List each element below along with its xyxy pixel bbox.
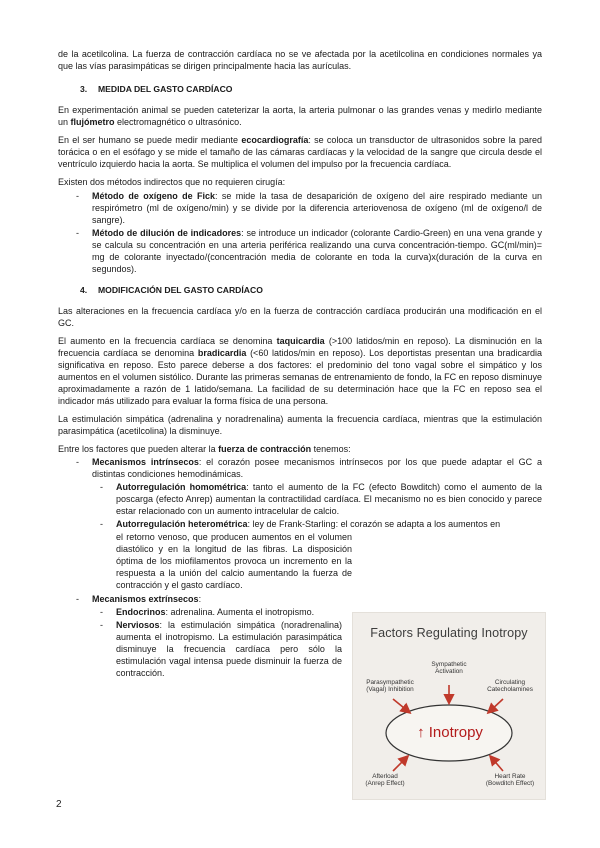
inotropy-label: ↑ Inotropy xyxy=(417,724,483,741)
list-item-heterometrica: - Autorregulación heterométrica: ley de Frank-Starling: el corazón se adapta a los aumentos en el retorno venoso, que producen aumentos en el volumen diastólico y en la longitud de las fibras. La disposición óptima de los miofilamentos provoca un incremento en la respuesta a la unión del calcio aumentando la fuerza de contracción y el gasto cardíaco. xyxy=(92,518,542,590)
term-intrinsecos: Mecanismos intrínsecos xyxy=(92,457,199,468)
section-4-paragraph-3: La estimulación simpática (adrenalina y noradrenalina) aumenta la frecuencia cardíaca, mientras que la estimulación parasimpática (acetilcolina) la disminuye. xyxy=(58,414,542,437)
section-3-paragraph-1: En experimentación animal se pueden cateterizar la aorta, la arteria pulmonar o las grandes venas y medirlo mediante un flujómetro electromagnético o ultrasónico. xyxy=(58,104,542,127)
arrow-catecholamines xyxy=(489,699,503,712)
term-taquicardia: taquicardia xyxy=(276,335,325,346)
term-fuerza-contraccion: fuerza de contracción xyxy=(218,444,312,455)
term-homometrica: Autorregulación homométrica xyxy=(116,482,247,493)
term-flujometro: flujómetro xyxy=(70,116,115,127)
page-content xyxy=(58,48,542,685)
label-parasympathetic: Parasympathetic (Vagal) Inhibition xyxy=(366,679,414,694)
list-item-endocrinos: - Endocrinos: adrenalina. Aumenta el inotropismo. xyxy=(100,606,315,617)
section-3-paragraph-2: En el ser humano se puede medir mediante ecocardiografía: se coloca un transductor de ultrasonidos sobre la pared torácica o en el esófago y se mide el tamaño de las cámaras cardíacas y la velocidad de la sangre que circula desde el ventrículo izquierdo hacia la aorta. Se multiplica el volumen del impulso por la frecuencia cardíaca. xyxy=(58,134,542,169)
section-3-number: 3. xyxy=(80,84,88,95)
arrow-parasympathetic xyxy=(393,699,409,712)
section-4-paragraph-1: Las alteraciones en la frecuencia cardíaca y/o en la fuerza de contracción cardíaca producirán una modificación en el GC. xyxy=(58,305,542,328)
section-3-title: MEDIDA DEL GASTO CARDÍACO xyxy=(98,84,233,95)
label-heart-rate: Heart Rate (Bowditch Effect) xyxy=(485,773,535,788)
figure-diagram xyxy=(353,613,545,799)
list-item-homometrica: - Autorregulación homométrica: tanto el aumento de la FC (efecto Bowditch) como el aumento de la poscarga (efecto Anrep) aumentan la contractilidad cardíaca. El mecanismo no es bien conocido y parece estar relacionado con un aumento intracelular de calcio. xyxy=(100,482,542,517)
section-4-title: MODIFICACIÓN DEL GASTO CARDÍACO xyxy=(98,285,263,296)
section-4-paragraph-2: El aumento en la frecuencia cardíaca se denomina taquicardia (>100 latidos/min en reposo). La disminución en la frecuencia cardíaca se denomina bradicardia (<60 latidos/min en reposo). Los deportistas presentan una bradicardia significativa en reposo. Esto parece deberse a dos factores: el predominio del tono vagal sobre el simpático y los aumentos en el volumen sistólico. Durante las primeras semanas de entrenamiento de fondo, la FC en reposo disminuye aproximadamente a razón de 1 latido/semana. La facilidad de su determinación hace que la FC en reposo sea el indicador más utilizado para evaluar la forma física de una persona. xyxy=(58,335,542,407)
list-item-dilucion: - Método de dilución de indicadores: se introduce un indicador (colorante Cardio-Green) en una vena grande y se calcula su concentración en una arteria periférica realizando una curva concentración-tiempo. GC(ml/min)= mg de colorante inyectado/(concentración media de colorante en toda la curva)x(duración de la curva en segundos). xyxy=(76,228,542,275)
term-ecocardiografia: ecocardiografía xyxy=(241,134,309,145)
page-number: 2 xyxy=(56,799,62,810)
section-4-paragraph-4: Entre los factores que pueden alterar la fuerza de contracción tenemos: xyxy=(58,444,351,455)
term-fick: Método de oxígeno de Fick xyxy=(92,190,215,201)
extrinsic-sublist xyxy=(92,606,342,679)
section-3-paragraph-3: Existen dos métodos indirectos que no requieren cirugía: xyxy=(58,176,286,187)
term-nerviosos: Nerviosos xyxy=(116,619,160,630)
term-extrinsecos: Mecanismos extrínsecos xyxy=(92,593,199,604)
section-4-heading xyxy=(58,285,542,297)
section-3-heading xyxy=(58,84,542,96)
list-item-nerviosos: - Nerviosos: la estimulación simpática (noradrenalina) aumenta el inotropismo. La estimulación parasimpática disminuye la frecuencia cardíaca pero sólo la estimulación vagal intensa puede disminuir la fuerza de contracción. xyxy=(100,619,342,679)
list-item-fick: - Método de oxígeno de Fick: se mide la tasa de desaparición de oxígeno del aire respirado mediante un respirómetro (ml de oxígeno/min) y se divide por la diferencia arteriovenosa de oxígeno (ml de oxígeno/l de sangre). xyxy=(76,190,542,225)
label-sympathetic: Sympathetic Activation xyxy=(431,661,467,676)
arrow-afterload xyxy=(393,757,407,771)
intrinsic-sublist xyxy=(92,481,542,590)
term-dilucion: Método de dilución de indicadores xyxy=(92,228,242,239)
label-catecholamines: Circulating Catecholamines xyxy=(487,679,533,694)
heterometrica-continuation: el retorno venoso, que producen aumentos en el volumen diastólico y en la longitud de las fibras. La disposición óptima de los miofilamentos provoca un incremento en la respuesta a la unión del calcio aumentando la fuerza de contracción y el gasto cardíaco. xyxy=(116,531,352,590)
list-item-extrinsecos: - Mecanismos extrínsecos: - Endocrinos: adrenalina. Aumenta el inotropismo. - Nerviosos: la estimulación simpática (noradrenalina) aumenta el inotropismo. La estimulación parasimpática disminuye la frecuencia cardíaca pero sólo la estimulación vagal intensa puede disminuir la fuerza de contracción. xyxy=(76,593,342,679)
term-bradicardia: bradicardia xyxy=(197,347,247,358)
term-heterometrica: Autorregulación heterométrica xyxy=(116,519,248,530)
indirect-methods-list xyxy=(58,190,542,275)
inotropy-figure xyxy=(352,612,546,800)
figure-title: Factors Regulating Inotropy xyxy=(370,626,528,640)
term-endocrinos: Endocrinos xyxy=(116,606,166,617)
list-item-intrinsecos: - Mecanismos intrínsecos: el corazón posee mecanismos intrínsecos por los que puede adaptar el GC a distintas condiciones hemodinámicas. - Autorregulación homométrica: tanto el aumento de la FC (efecto Bowditch) como el aumento de la poscarga (efecto Anrep) aumentan la contractilidad cardíaca. El mecanismo no es bien conocido y parece estar relacionado con un aumento intracelular de calcio. - Autorregulación heterométrica: ley de Frank-Starling: el corazón se adapta a los aumentos en el retorno venoso, que producen aumentos en el volumen diastólico y en la longitud de las fibras. La disposición óptima de los miofilamentos provoca un incremento en la respuesta a la unión del calcio aumentando la fuerza de contracción y el gasto cardíaco. xyxy=(76,457,542,590)
intro-paragraph: de la acetilcolina. La fuerza de contracción cardíaca no se ve afectada por la acetilcolina en condiciones normales ya que las vías parasimpáticas se dirigen principalmente hacia las aurículas. xyxy=(58,49,542,72)
arrow-heart-rate xyxy=(491,757,503,771)
section-4-number: 4. xyxy=(80,285,88,296)
label-afterload: Afterload (Anrep Effect) xyxy=(365,773,405,788)
